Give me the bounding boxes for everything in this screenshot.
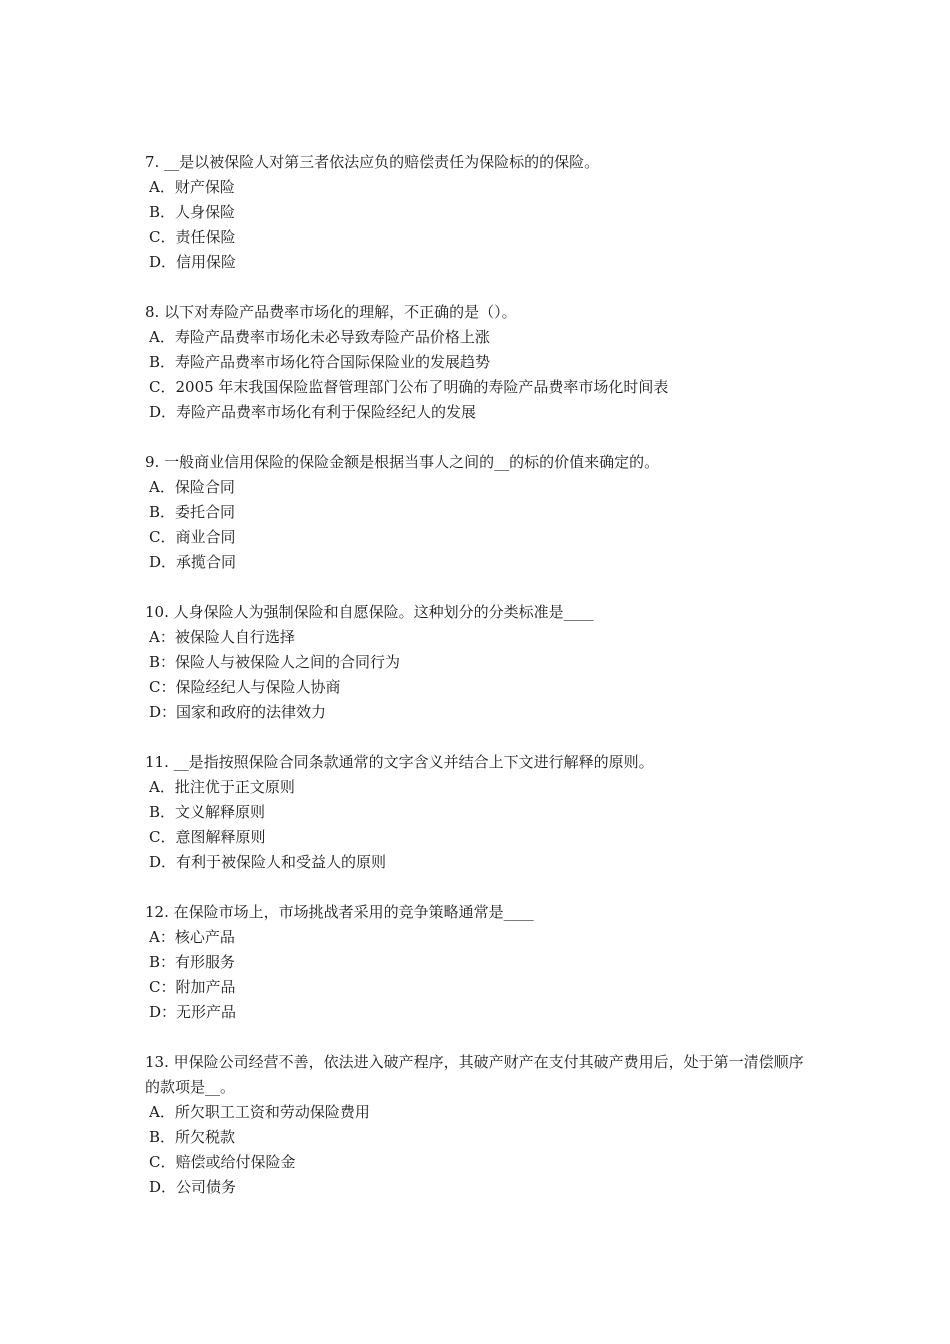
question-stem: 13. 甲保险公司经营不善，依法进入破产程序，其破产财产在支付其破产费用后，处于第一清偿顺序的款项是__。 [145,1053,804,1096]
question-list [145,150,815,1225]
option-d: D．公司债务 [149,1178,237,1196]
question-stem: 7. __是以被保险人对第三者依法应负的赔偿责任为保险标的的保险。 [145,153,600,171]
option-d: D．寿险产品费率市场化有利于保险经纪人的发展 [149,403,477,421]
question-10 [145,600,815,725]
option-c: C．责任保险 [149,228,236,246]
option-d: D．信用保险 [149,253,237,271]
question-stem: 8. 以下对寿险产品费率市场化的理解，不正确的是（）。 [145,303,517,321]
option-a: A．财产保险 [149,178,235,196]
option-c: C．意图解释原则 [149,828,266,846]
option-a: A．寿险产品费率市场化未必导致寿险产品价格上涨 [149,328,490,346]
option-b: B．委托合同 [149,503,236,521]
option-b: B．所欠税款 [149,1128,236,1146]
option-a: A．批注优于正文原则 [149,778,295,796]
question-7 [145,150,815,275]
option-c: C．商业合同 [149,528,236,546]
question-stem: 11. __是指按照保险合同条款通常的文字含义并结合上下文进行解释的原则。 [145,753,654,771]
question-8 [145,300,815,425]
question-9 [145,450,815,575]
question-11 [145,750,815,875]
option-d: D．有利于被保险人和受益人的原则 [149,853,387,871]
question-stem: 9. 一般商业信用保险的保险金额是根据当事人之间的__的标的价值来确定的。 [145,453,660,471]
option-a: A．保险合同 [149,478,235,496]
option-d: D：无形产品 [149,1003,237,1021]
option-c: C：保险经纪人与保险人协商 [149,678,341,696]
option-b: B：有形服务 [149,953,236,971]
option-c: C．赔偿或给付保险金 [149,1153,296,1171]
option-d: D．承揽合同 [149,553,237,571]
option-a: A：核心产品 [149,928,235,946]
question-13 [145,1050,815,1200]
option-c: C：附加产品 [149,978,236,996]
question-stem: 12. 在保险市场上，市场挑战者采用的竞争策略通常是____ [145,903,534,921]
option-a: A．所欠职工工资和劳动保险费用 [149,1103,370,1121]
question-12 [145,900,815,1025]
option-b: B．人身保险 [149,203,236,221]
option-b: B：保险人与被保险人之间的合同行为 [149,653,401,671]
option-b: B．文义解释原则 [149,803,266,821]
question-stem: 10. 人身保险人为强制保险和自愿保险。这种划分的分类标准是____ [145,603,594,621]
option-a: A：被保险人自行选择 [149,628,295,646]
option-d: D：国家和政府的法律效力 [149,703,327,721]
option-b: B．寿险产品费率市场化符合国际保险业的发展趋势 [149,353,491,371]
option-c: C．2005 年末我国保险监督管理部门公布了明确的寿险产品费率市场化时间表 [149,378,669,396]
